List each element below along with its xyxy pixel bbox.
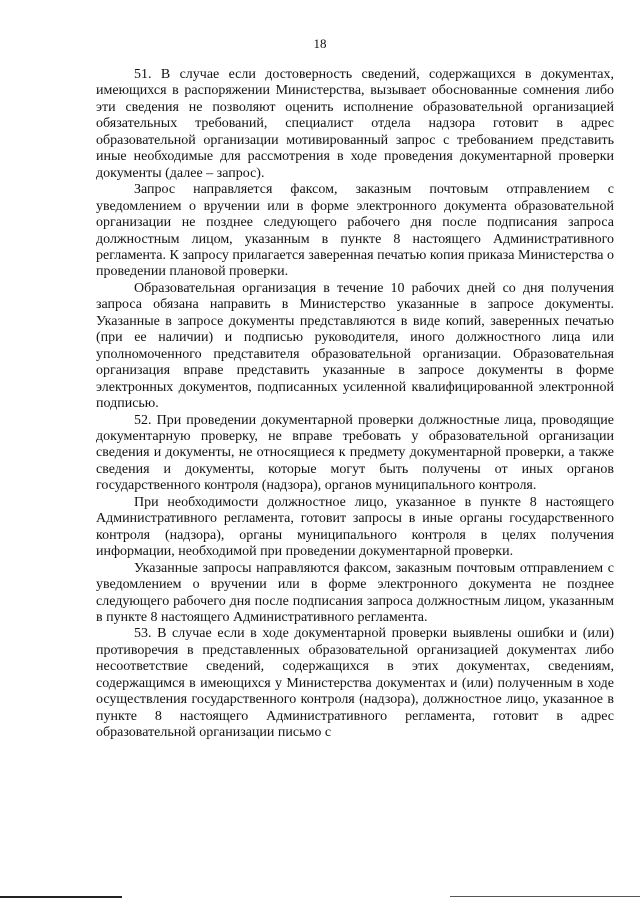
paragraph-request-delivery: Запрос направляется факсом, заказным почтовым отправлением с уведомлением о вручении или в форме электронного документа образовательной организации не позднее следующего рабочего дня после подписания запроса должностным лицом, указанным в пункте 8 настоящего Административного регламента. К запросу прилагается заверенная печатью копия приказа Министерства о проведении плановой проверки. [96,182,614,280]
page-number: 18 [313,36,327,51]
paragraph-requests-delivery: Указанные запросы направляются факсом, заказным почтовым отправлением с уведомлением о вручении или в форме электронного документа не позднее следующего рабочего дня после подписания запроса должностным лицом, указанным в пункте 8 настоящего Административного регламента. [96,560,614,625]
paragraph-organization-response: Образовательная организация в течение 10 рабочих дней со дня получения запроса обязана направить в Министерство указанные в запросе документы. Указанные в запросе документы представляются в виде копий, заверенных печатью (при ее наличии) и подписью руководителя, иного должностного лица или уполномоченного представителя образовательной организации. Образовательная организация вправе представить указанные в запросе документы в форме электронных документов, подписанных усиленной квалифицированной электронной подписью. [96,280,614,412]
bottom-rule-left [0,896,122,898]
paragraph-52: 52. При проведении документарной проверки должностные лица, проводящие документарную проверку, не вправе требовать у образовательной организации сведения и документы, не относящиеся к предмету документарной проверки, а также сведения и документы, которые могут быть получены от иных органов государственного контроля (надзора), органов муниципального контроля. [96,412,614,494]
paragraph-51: 51. В случае если достоверность сведений, содержащихся в документах, имеющихся в распоряжении Министерства, вызывает обоснованные сомнения либо эти сведения не позволяют оценить исполнение образовательной организацией обязательных требований, специалист отдела надзора готовит в адрес образовательной организации мотивированный запрос с требованием представить иные необходимые для рассмотрения в ходе проведения документарной проверки документы (далее – запрос). [96,67,614,181]
document-body [96,67,614,742]
paragraph-53: 53. В случае если в ходе документарной проверки выявлены ошибки и (или) противоречия в представленных образовательной организацией документах либо несоответствие сведений, содержащихся в этих документах, сведениям, содержащимся в имеющихся у Министерства документах и (или) полученным в ходе осуществления государственного контроля (надзора), должностное лицо, указанное в пункте 8 настоящего Административного регламента, готовит в адрес образовательной организации письмо с [96,626,614,741]
bottom-rule-right [450,896,640,897]
paragraph-external-requests: При необходимости должностное лицо, указанное в пункте 8 настоящего Административного регламента, готовит запросы в иные органы государственного контроля (надзора), органы муниципального контроля в целях получения информации, необходимой при проведении документарной проверки. [96,494,614,560]
